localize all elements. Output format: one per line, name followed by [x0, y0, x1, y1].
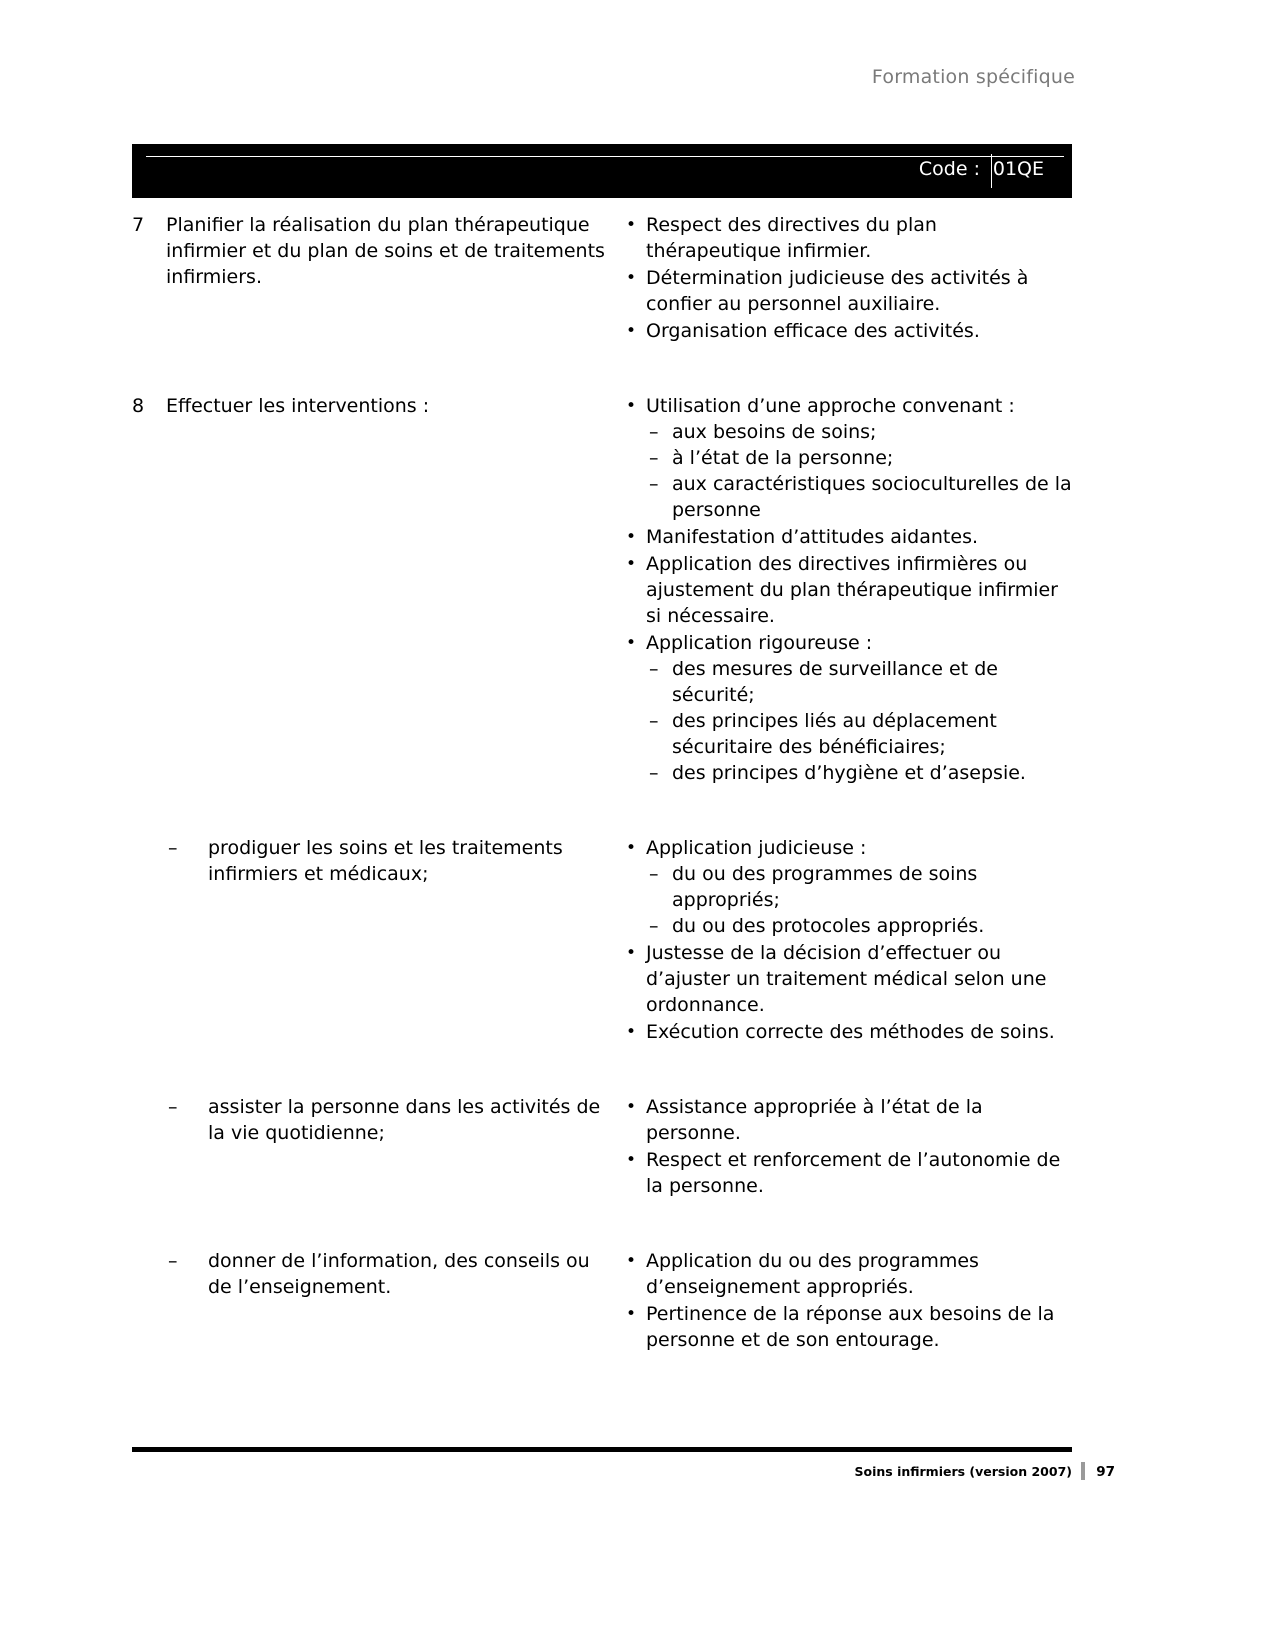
criterion-item	[622, 393, 1072, 523]
sub-criterion-item: – du ou des protocoles appropriés.	[646, 913, 1072, 939]
criterion-item: • Respect et renforcement de l’autonomie de la personne.	[622, 1147, 1072, 1199]
task-label: Planifier la réalisation du plan thérapeutique infirmier et du plan de soins et de traitements infirmiers.	[166, 214, 605, 288]
criteria-cell	[612, 1248, 1072, 1354]
criterion-item: • Détermination judicieuse des activités à confier au personnel auxiliaire.	[622, 265, 1072, 317]
criteria-cell	[612, 1094, 1072, 1200]
sub-criterion-item: – du ou des programmes de soins appropriés;	[646, 861, 1072, 913]
footer-source: Soins infirmiers (version 2007)	[854, 1464, 1072, 1479]
table-row	[132, 1094, 1072, 1200]
page-header-label: Formation spécifique	[871, 66, 1075, 88]
criteria-list	[622, 1094, 1072, 1199]
sub-criterion-item: – des principes d’hygiène et d’asepsie.	[646, 760, 1072, 786]
criterion-item: • Exécution correcte des méthodes de soins.	[622, 1019, 1072, 1045]
task-label: prodiguer les soins et les traitements infirmiers et médicaux;	[208, 837, 563, 885]
sub-criterion-item: – aux caractéristiques socioculturelles de la personne	[646, 471, 1072, 523]
task-dash-marker: –	[168, 1250, 178, 1272]
task-number: 7	[132, 214, 145, 236]
criterion-item: • Respect des directives du plan thérapeutique infirmier.	[622, 212, 1072, 264]
task-cell	[132, 212, 612, 290]
table-row	[132, 212, 1072, 345]
task-cell	[132, 1248, 612, 1300]
criteria-cell	[612, 393, 1072, 787]
criterion-item: • Manifestation d’attitudes aidantes.	[622, 524, 1072, 550]
task-number: 8	[132, 395, 145, 417]
row-spacer	[132, 371, 1072, 393]
code-label: Code :	[918, 158, 980, 180]
criteria-list	[622, 835, 1072, 1045]
criteria-cell	[612, 835, 1072, 1046]
criterion-item: • Pertinence de la réponse aux besoins de la personne et de son entourage.	[622, 1301, 1072, 1353]
footer-accent-bar	[1081, 1462, 1085, 1480]
sub-criterion-item: – des mesures de surveillance et de sécurité;	[646, 656, 1072, 708]
criterion-text: Application rigoureuse :	[646, 632, 873, 654]
criterion-text: Utilisation d’une approche convenant :	[646, 395, 1015, 417]
criteria-list	[622, 393, 1072, 786]
task-cell	[132, 1094, 612, 1146]
criteria-list	[622, 212, 1072, 344]
code-separator	[991, 154, 992, 188]
table-row	[132, 1248, 1072, 1354]
row-spacer	[132, 813, 1072, 835]
task-label: donner de l’information, des conseils ou de l’enseignement.	[208, 1250, 590, 1298]
criteria-cell	[612, 212, 1072, 345]
page-number: 97	[1096, 1464, 1115, 1480]
sub-criteria-list	[646, 656, 1072, 786]
row-spacer	[132, 1226, 1072, 1248]
task-dash-marker: –	[168, 1096, 178, 1118]
criterion-item: • Organisation efficace des activités.	[622, 318, 1072, 344]
task-cell	[132, 393, 612, 419]
sub-criterion-item: – à l’état de la personne;	[646, 445, 1072, 471]
task-dash-marker: –	[168, 837, 178, 859]
sub-criterion-item: – aux besoins de soins;	[646, 419, 1072, 445]
criterion-item: • Assistance appropriée à l’état de la personne.	[622, 1094, 1072, 1146]
task-label: Effectuer les interventions :	[166, 395, 430, 417]
criteria-list	[622, 1248, 1072, 1353]
criterion-item	[622, 835, 1072, 939]
competency-table	[132, 212, 1072, 1380]
table-row	[132, 835, 1072, 1046]
table-row	[132, 393, 1072, 787]
task-cell	[132, 835, 612, 887]
criterion-item: • Application des directives infirmières ou ajustement du plan thérapeutique infirmier si nécessaire.	[622, 551, 1072, 629]
sub-criterion-item: – des principes liés au déplacement sécuritaire des bénéficiaires;	[646, 708, 1072, 760]
sub-criteria-list	[646, 861, 1072, 939]
code-banner	[132, 144, 1072, 198]
footer-divider	[132, 1447, 1072, 1452]
criterion-item: • Justesse de la décision d’effectuer ou d’ajuster un traitement médical selon une ordonnance.	[622, 940, 1072, 1018]
row-spacer	[132, 1072, 1072, 1094]
task-label: assister la personne dans les activités de la vie quotidienne;	[208, 1096, 601, 1144]
criterion-text: Application judicieuse :	[646, 837, 867, 859]
criterion-item	[622, 630, 1072, 786]
code-value: 01QE	[992, 158, 1044, 180]
criterion-item: • Application du ou des programmes d’enseignement appropriés.	[622, 1248, 1072, 1300]
sub-criteria-list	[646, 419, 1072, 523]
